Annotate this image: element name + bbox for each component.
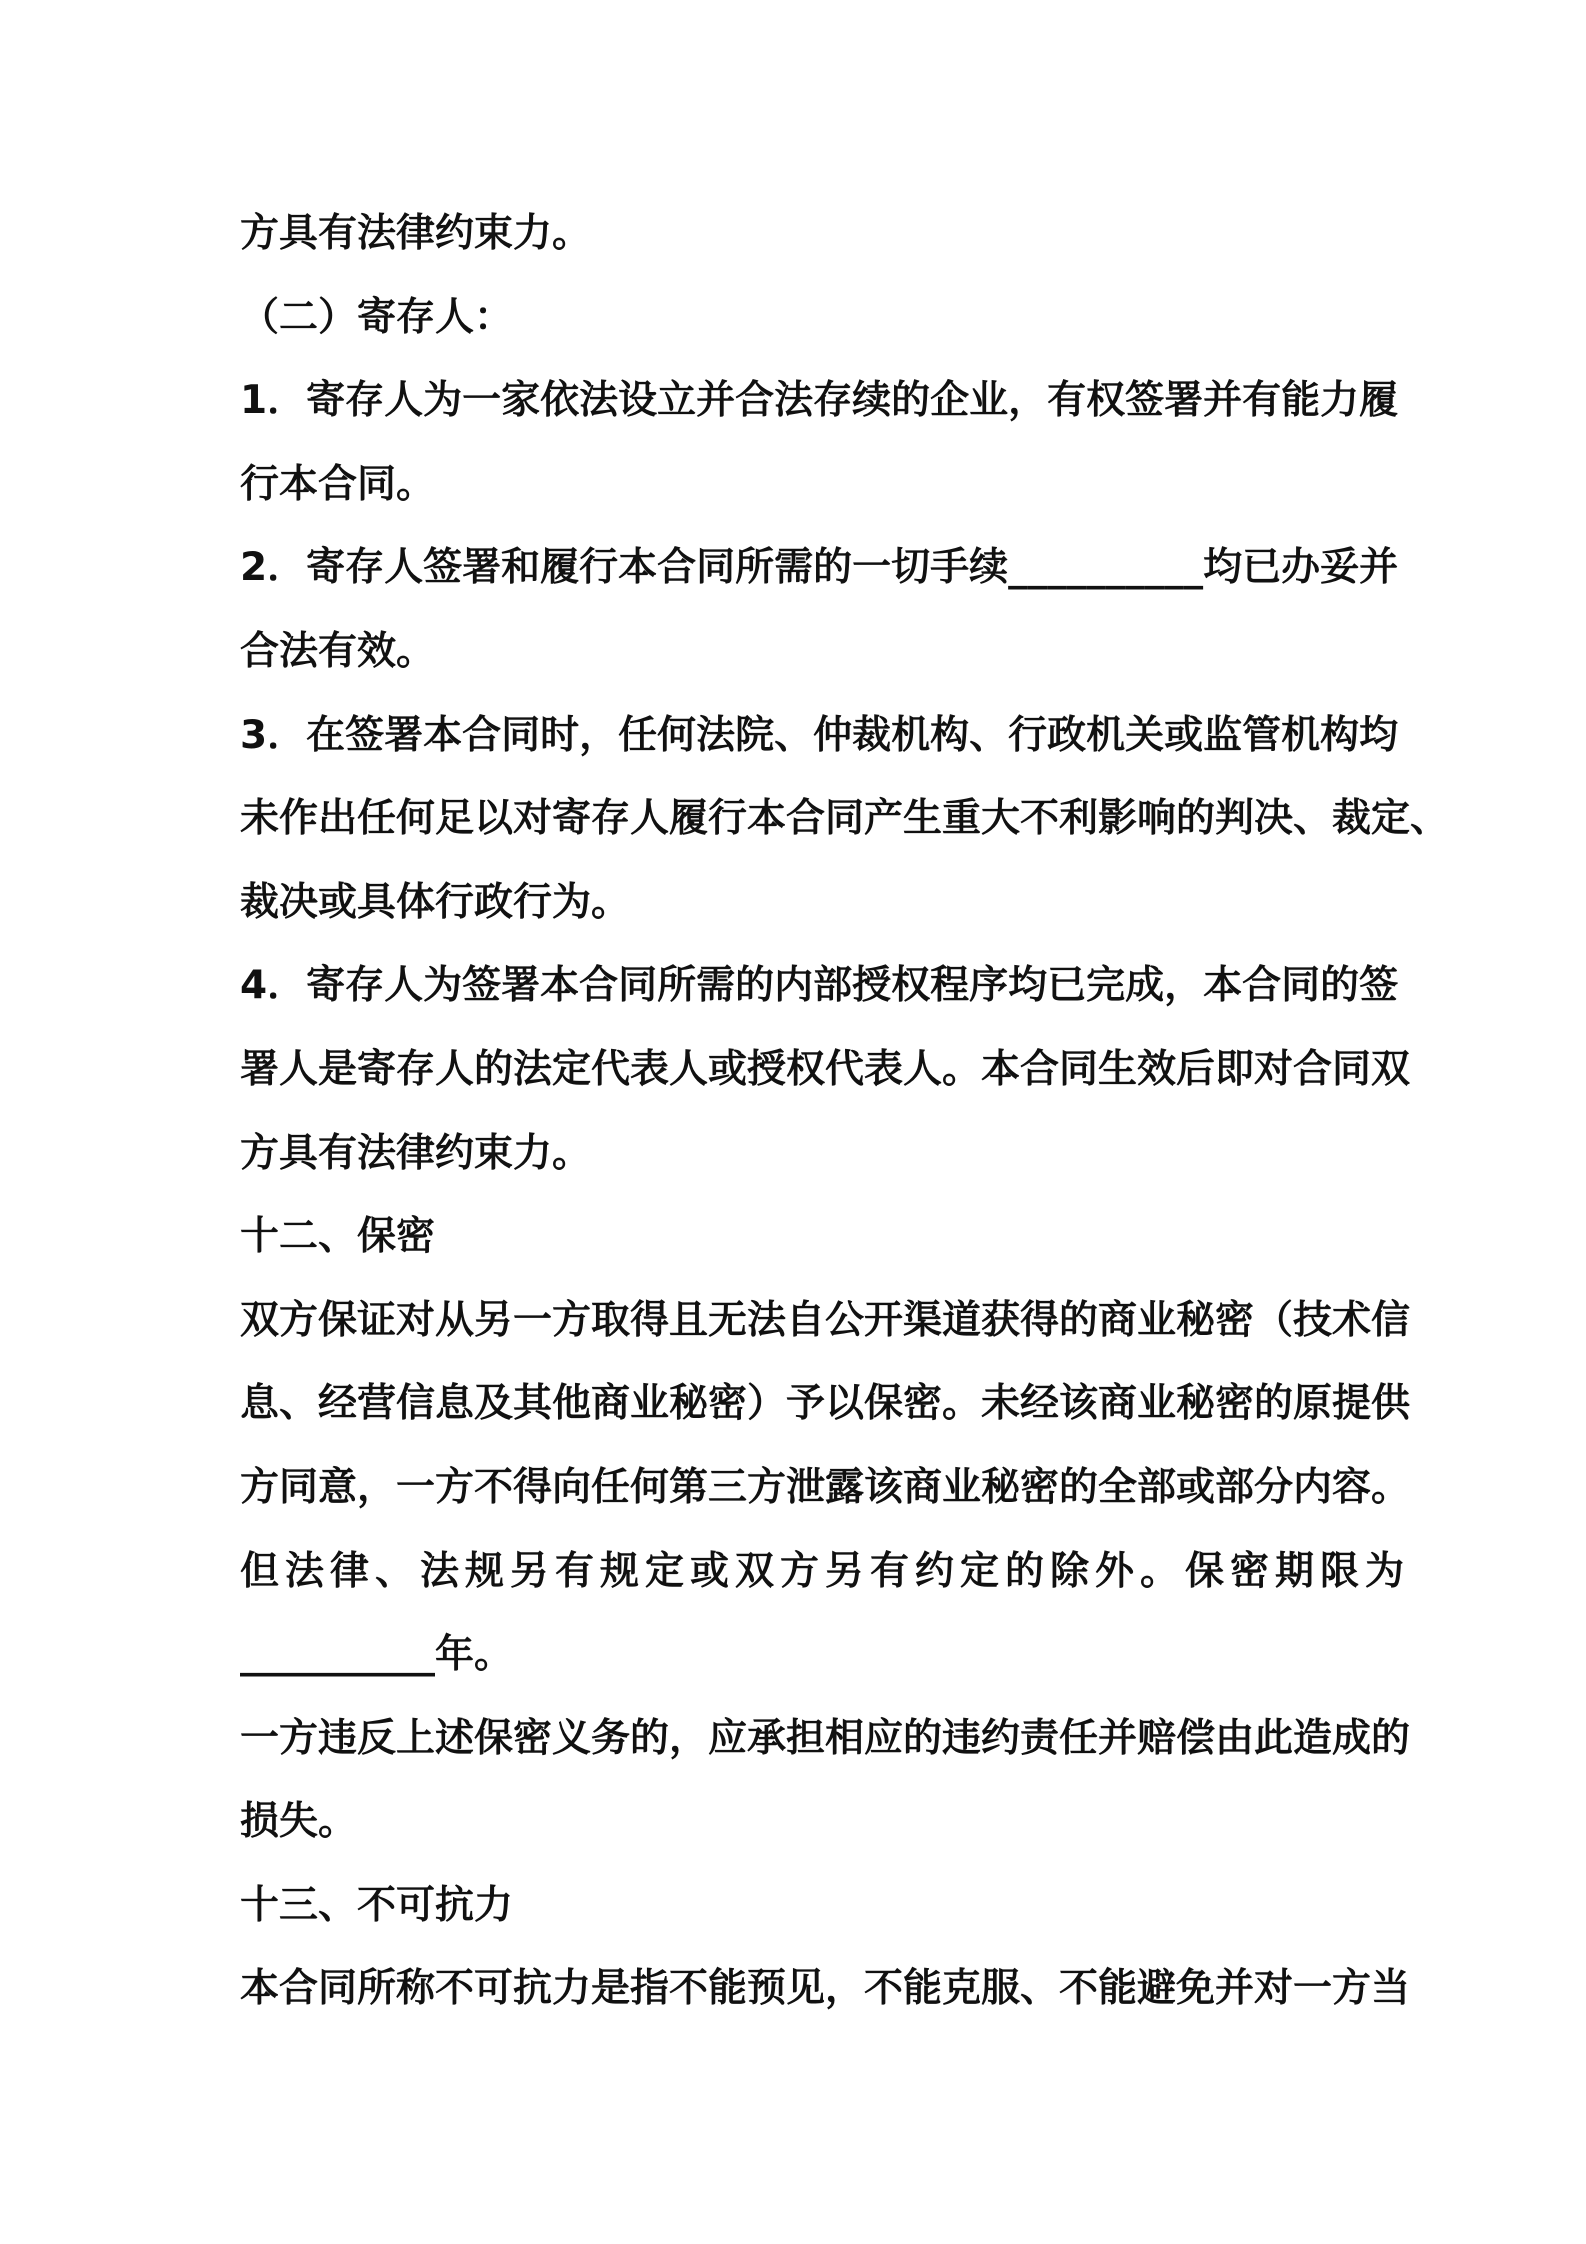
text-line: 2．寄存人签署和履行本合同所需的一切手续__________均已办妥并 <box>240 545 1399 591</box>
text-line: 一方违反上述保密义务的，应承担相应的违约责任并赔偿由此造成的 <box>240 1715 1411 1761</box>
text-line: 合法有效。 <box>240 628 436 674</box>
text-line: 但法律、法规另有规定或双方另有约定的除外。保密期限为 <box>240 1548 1411 1594</box>
text-line: 损失。 <box>240 1799 358 1845</box>
text-line: 4．寄存人为签署本合同所需的内部授权程序均已完成，本合同的签 <box>240 963 1399 1009</box>
text-line: 方具有法律约束力。 <box>240 211 592 256</box>
text-line: 未作出任何足以对寄存人履行本合同产生重大不利影响的判决、裁定、 <box>240 796 1450 842</box>
text-line: 1．寄存人为一家依法设立并合法存续的企业，有权签署并有能力履 <box>240 378 1399 424</box>
section-heading: 十二、保密 <box>240 1214 436 1260</box>
text-line: 署人是寄存人的法定代表人或授权代表人。本合同生效后即对合同双 <box>240 1046 1411 1092</box>
document-body <box>240 192 1450 2031</box>
text-line: 本合同所称不可抗力是指不能预见，不能克服、不能避免并对一方当 <box>240 1966 1411 2012</box>
text-line: __________年。 <box>240 1632 514 1678</box>
text-line: 双方保证对从另一方取得且无法自公开渠道获得的商业秘密（技术信 <box>240 1297 1411 1343</box>
text-line: 裁决或具体行政行为。 <box>240 879 631 925</box>
text-line: 方同意，一方不得向任何第三方泄露该商业秘密的全部或部分内容。 <box>240 1464 1411 1510</box>
section-subheading: （二）寄存人： <box>240 294 514 340</box>
text-line: 方具有法律约束力。 <box>240 1130 592 1176</box>
text-line: 3．在签署本合同时，任何法院、仲裁机构、行政机关或监管机构均 <box>240 712 1399 758</box>
section-heading: 十三、不可抗力 <box>240 1882 514 1928</box>
text-line: 行本合同。 <box>240 461 436 507</box>
text-line: 息、经营信息及其他商业秘密）予以保密。未经该商业秘密的原提供 <box>240 1381 1411 1427</box>
